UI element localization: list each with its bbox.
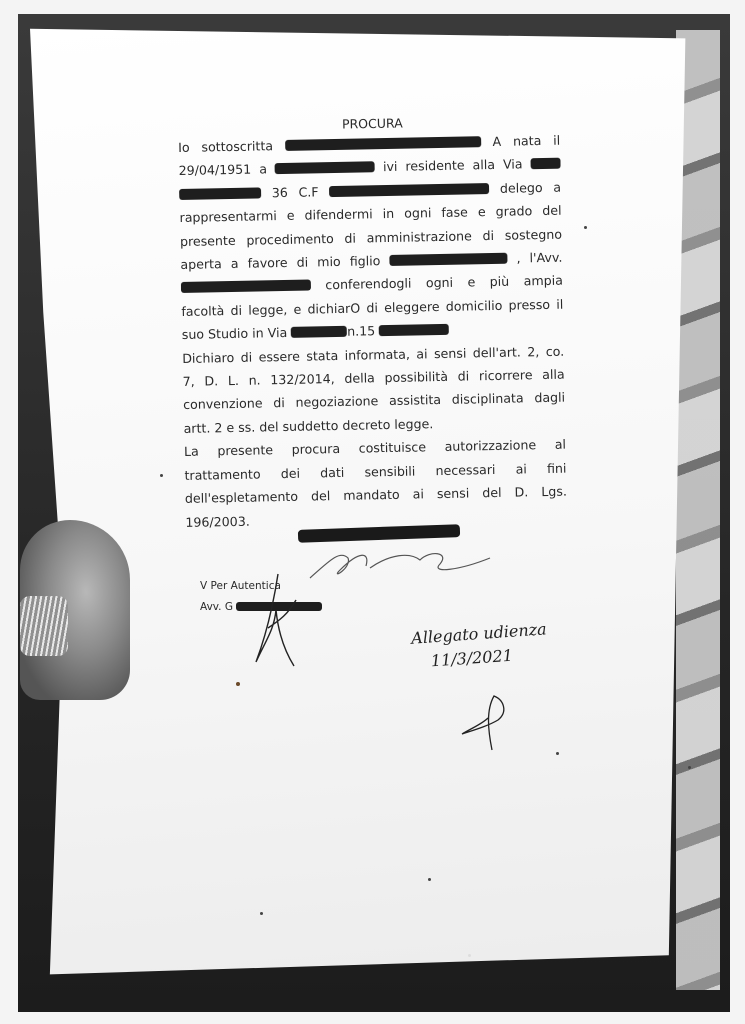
body-text: Io sottoscritta: [178, 138, 274, 155]
body-text: ivi residente alla Via: [382, 156, 523, 175]
body-text: 29/04/1951 a: [178, 161, 268, 179]
body-text: , l'Avv.: [516, 249, 563, 266]
body-line: La presente procura costituisce autorizzazione al: [183, 436, 567, 460]
redaction-bar: [291, 326, 347, 338]
body-text: suo Studio in Via: [181, 325, 288, 343]
body-text: 36 C.F: [271, 184, 319, 201]
annotation-line: Allegato udienza: [410, 619, 548, 648]
document-title: PROCURA: [341, 115, 403, 132]
body-text: n.15: [347, 323, 376, 340]
handwritten-annotation: [410, 617, 549, 674]
body-text: A nata il: [492, 132, 561, 149]
redaction-bar: [179, 187, 261, 200]
body-text: delego a: [499, 179, 562, 196]
redaction-bar: [530, 158, 560, 170]
body-line: dell'espletamento del mandato ai sensi del D. Lgs.: [184, 483, 568, 507]
lawyer-name-prefix: Avv. G: [200, 601, 233, 613]
paper-speck: [236, 682, 240, 686]
paper-speck: [584, 226, 587, 229]
client-signature: [300, 540, 500, 590]
authentication-line: V Per Autentica: [200, 580, 281, 592]
paper-speck: [688, 766, 691, 769]
paper-speck: [260, 912, 263, 915]
paper-speck: [468, 954, 471, 957]
document-body: [178, 129, 568, 534]
body-line: presente procedimento di amministrazione di sostegno: [179, 226, 563, 249]
redaction-bar: [379, 324, 449, 336]
body-line: rappresentarmi e difendermi in ogni fase e grado del: [179, 202, 562, 226]
redaction-bar: [389, 253, 507, 266]
body-line: artt. 2 e ss. del suddetto decreto legge.: [183, 416, 434, 436]
annotation-date: 11/3/2021: [430, 645, 514, 671]
paper-speck: [160, 474, 163, 477]
body-line: convenzione di negoziazione assistita disciplinata dagli: [183, 390, 566, 413]
redaction-bar: [285, 136, 481, 151]
judge-initials: [458, 690, 518, 754]
lawyer-signature: [248, 570, 308, 670]
redaction-bar: [329, 183, 489, 197]
body-text: conferendogli ogni e più ampia: [325, 273, 563, 293]
redaction-bar: [275, 162, 375, 175]
finger-ring: [20, 596, 68, 656]
body-text: aperta a favore di mio figlio: [180, 253, 381, 273]
body-line: facoltà di legge, e dichiarO di eleggere domicilio presso il: [181, 296, 564, 319]
body-line: trattamento dei dati sensibili necessari ai fini: [184, 460, 567, 483]
redaction-bar: [181, 280, 311, 293]
paper-speck: [428, 878, 431, 881]
body-line: 7, D. L. n. 132/2014, della possibilità di ricorrere alla: [182, 366, 565, 390]
body-line: Dichiaro di essere stata informata, ai sensi dell'art. 2, co.: [182, 343, 565, 366]
body-line: 196/2003.: [185, 513, 250, 530]
paper-speck: [556, 752, 559, 755]
